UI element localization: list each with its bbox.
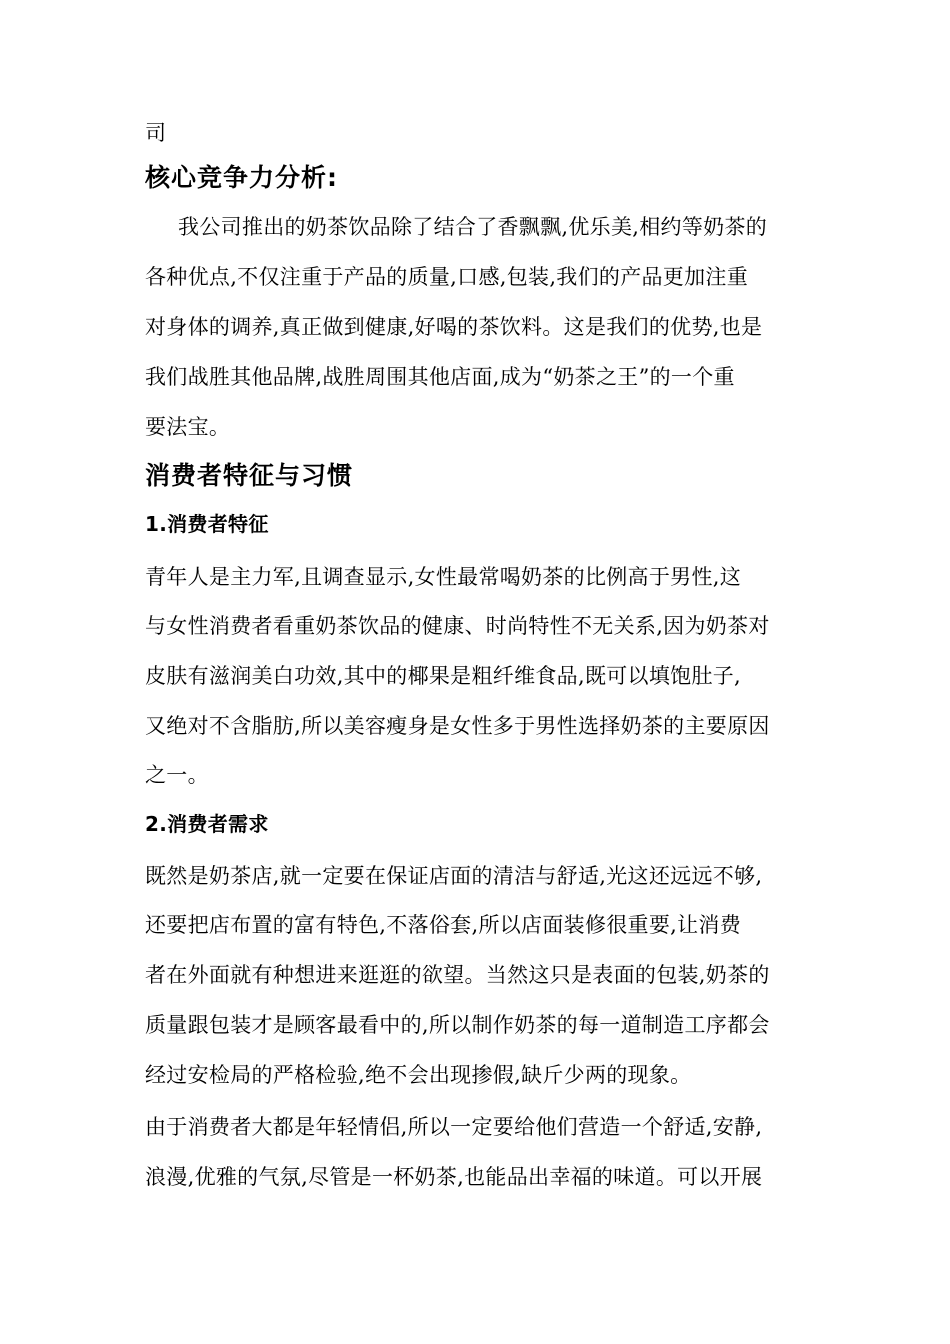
paragraph-line: 由于消费者大都是年轻情侣,所以一定要给他们营造一个舒适,安静, [145, 1115, 763, 1139]
paragraph-line: 皮肤有滋润美白功效,其中的椰果是粗纤维食品,既可以填饱肚子, [145, 664, 742, 688]
continuation-text: 司 [145, 121, 167, 145]
paragraph-line: 各种优点,不仅注重于产品的质量,口感,包装,我们的产品更加注重 [145, 265, 748, 289]
section-heading-core-competitiveness: 核心竞争力分析: [145, 163, 338, 192]
paragraph-line: 浪漫,优雅的气氛,尽管是一杯奶茶,也能品出幸福的味道。可以开展 [145, 1165, 763, 1189]
paragraph-line: 者在外面就有种想进来逛逛的欲望。当然这只是表面的包装,奶茶的 [145, 963, 770, 987]
paragraph-line: 还要把店布置的富有特色,不落俗套,所以店面装修很重要,让消费 [145, 913, 742, 937]
paragraph-line: 与女性消费者看重奶茶饮品的健康、时尚特性不无关系,因为奶茶对 [145, 614, 770, 638]
paragraph-line: 既然是奶茶店,就一定要在保证店面的清洁与舒适,光这还远远不够, [145, 864, 763, 888]
subsection-title-consumer-needs: 2.消费者需求 [145, 812, 269, 836]
paragraph-line: 对身体的调养,真正做到健康,好喝的茶饮料。这是我们的优势,也是 [145, 315, 763, 339]
section-heading-consumer-traits: 消费者特征与习惯 [145, 461, 354, 490]
paragraph-line: 质量跟包装才是顾客最看中的,所以制作奶茶的每一道制造工序都会 [145, 1013, 770, 1037]
paragraph-line: 我公司推出的奶茶饮品除了结合了香飘飘,优乐美,相约等奶茶的 [178, 215, 768, 239]
paragraph-line: 我们战胜其他品牌,战胜周围其他店面,成为“奶茶之王”的一个重 [145, 365, 735, 389]
paragraph-line: 又绝对不含脂肪,所以美容瘦身是女性多于男性选择奶茶的主要原因 [145, 714, 770, 738]
paragraph-line: 要法宝。 [145, 415, 231, 439]
paragraph-line: 之一。 [145, 763, 209, 787]
paragraph-line: 经过安检局的严格检验,绝不会出现掺假,缺斤少两的现象。 [145, 1063, 692, 1087]
paragraph-line: 青年人是主力军,且调查显示,女性最常喝奶茶的比例高于男性,这 [145, 565, 742, 589]
subsection-title-consumer-traits: 1.消费者特征 [145, 512, 269, 536]
